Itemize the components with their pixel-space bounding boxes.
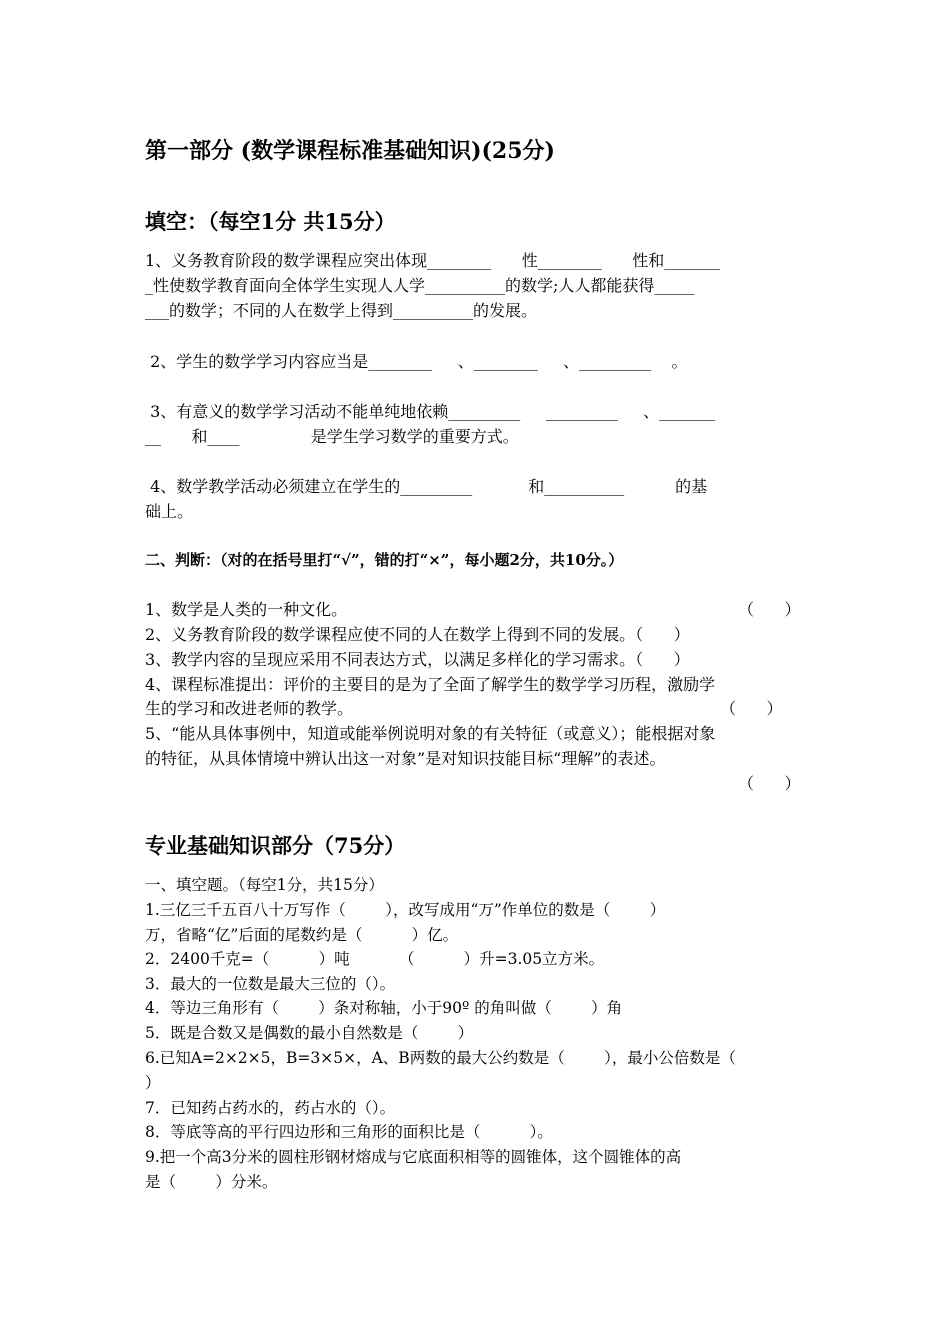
part2-line: 2．2400千克=（ ）吨 （ ）升=3.05立方米。 bbox=[145, 950, 605, 968]
part2-line: 8．等底等高的平行四边形和三角形的面积比是（ ）。 bbox=[145, 1123, 553, 1141]
part2-line: 6.已知A=2×2×5，B=3×5×，A、B两数的最大公约数是（ ），最小公倍数是（ bbox=[145, 1049, 736, 1067]
fill-line: 2、学生的数学学习内容应当是________ 、________ 、_________ 。 bbox=[145, 352, 688, 371]
part2-line: 1.三亿三千五百八十万写作（ ），改写成用“万”作单位的数是（ ） bbox=[145, 901, 666, 919]
fill-heading: 填空：（每空1分 共15分） bbox=[145, 209, 396, 234]
fill-line: 4、数学教学活动必须建立在学生的_________ 和__________ 的基 bbox=[145, 477, 708, 496]
fill-line: ___的数学；不同的人在数学上得到__________的发展。 bbox=[145, 301, 538, 320]
answer-paren: （ ） bbox=[738, 774, 801, 793]
judge-line: 1、数学是人类的一种文化。 bbox=[145, 600, 348, 619]
fill-line: 3、有意义的数学学习活动不能单纯地依赖_________ _________ 、_______ bbox=[145, 402, 716, 421]
part2-line: 是（ ）分米。 bbox=[145, 1173, 278, 1191]
part2-line: 9.把一个高3分米的圆柱形钢材熔成与它底面积相等的圆锥体，这个圆锥体的高 bbox=[145, 1148, 682, 1166]
judge-line: 3、教学内容的呈现应采用不同表达方式，以满足多样化的学习需求。（ ） bbox=[145, 650, 690, 669]
part2-line: 4．等边三角形有（ ）条对称轴，小于90º 的角叫做（ ）角 bbox=[145, 999, 623, 1017]
part2-line: 5．既是合数又是偶数的最小自然数是（ ） bbox=[145, 1024, 474, 1042]
part2-title: 专业基础知识部分（75分） bbox=[145, 833, 406, 858]
fill-line: __ 和____ 是学生学习数学的重要方式。 bbox=[145, 427, 519, 446]
fill-line: 础上。 bbox=[145, 502, 194, 521]
part2-line: 一、填空题。（每空1分，共15分） bbox=[145, 876, 384, 894]
judge-heading: 二、判断：（对的在括号里打“√”，错的打“×”，每小题2分，共10分。） bbox=[145, 551, 624, 569]
judge-line: 4、课程标准提出：评价的主要目的是为了全面了解学生的数学学习历程，激励学 bbox=[145, 675, 716, 694]
judge-line: 2、义务教育阶段的数学课程应使不同的人在数学上得到不同的发展。（ ） bbox=[145, 625, 690, 644]
judge-line: 生的学习和改进老师的教学。 bbox=[145, 699, 354, 718]
part2-line: 万，省略“亿”后面的尾数约是（ ）亿。 bbox=[145, 926, 459, 944]
answer-paren: （ ） bbox=[738, 600, 801, 619]
judge-line: 5、“能从具体事例中，知道或能举例说明对象的有关特征（或意义）；能根据对象 bbox=[145, 724, 716, 743]
part1-title: 第一部分 (数学课程标准基础知识)(25分) bbox=[145, 138, 555, 164]
fill-line: _性使数学教育面向全体学生实现人人学__________的数学;人人都能获得_____ bbox=[145, 276, 695, 295]
fill-line: 1、义务教育阶段的数学课程应突出体现________ 性________ 性和_______ bbox=[145, 251, 721, 270]
part2-line: 3．最大的一位数是最大三位的（）。 bbox=[145, 975, 396, 993]
judge-line: 的特征，从具体情境中辨认出这一对象”是对知识技能目标“理解”的表述。 bbox=[145, 749, 666, 768]
part2-line: ） bbox=[145, 1074, 161, 1092]
part2-line: 7．已知药占药水的，药占水的（）。 bbox=[145, 1099, 396, 1117]
answer-paren: （ ） bbox=[720, 699, 783, 718]
